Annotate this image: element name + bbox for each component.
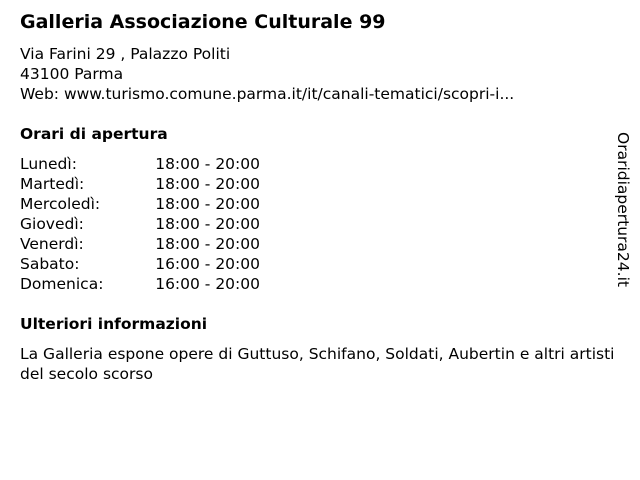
opening-hours-heading: Orari di apertura xyxy=(20,125,168,143)
address-street: Via Farini 29 , Palazzo Politi xyxy=(20,45,231,63)
time-range: 18:00 - 20:00 xyxy=(155,175,260,193)
day-label: Venerdì: xyxy=(20,235,84,253)
additional-info-heading: Ulteriori informazioni xyxy=(20,315,208,333)
site-watermark: Oraridiapertura24.it xyxy=(614,132,632,287)
description-text: La Galleria espone opere di Guttuso, Schifano, Soldati, Aubertin e altri artisti del secolo scorso xyxy=(20,345,615,383)
time-range: 18:00 - 20:00 xyxy=(155,155,260,173)
address-block xyxy=(20,44,514,104)
day-label: Giovedì: xyxy=(20,215,84,233)
page-title: Galleria Associazione Culturale 99 xyxy=(20,11,386,33)
time-range: 18:00 - 20:00 xyxy=(155,215,260,233)
time-range: 18:00 - 20:00 xyxy=(155,235,260,253)
day-label: Martedì: xyxy=(20,175,85,193)
time-range: 16:00 - 20:00 xyxy=(155,255,260,273)
address-city: 43100 Parma xyxy=(20,65,124,83)
day-label: Mercoledì: xyxy=(20,195,101,213)
website-link[interactable]: Web: www.turismo.comune.parma.it/it/canali-tematici/scopri-i... xyxy=(20,85,515,103)
time-range: 18:00 - 20:00 xyxy=(155,195,260,213)
day-label: Domenica: xyxy=(20,275,104,293)
time-range: 16:00 - 20:00 xyxy=(155,275,260,293)
day-label: Lunedì: xyxy=(20,155,77,173)
day-label: Sabato: xyxy=(20,255,80,273)
